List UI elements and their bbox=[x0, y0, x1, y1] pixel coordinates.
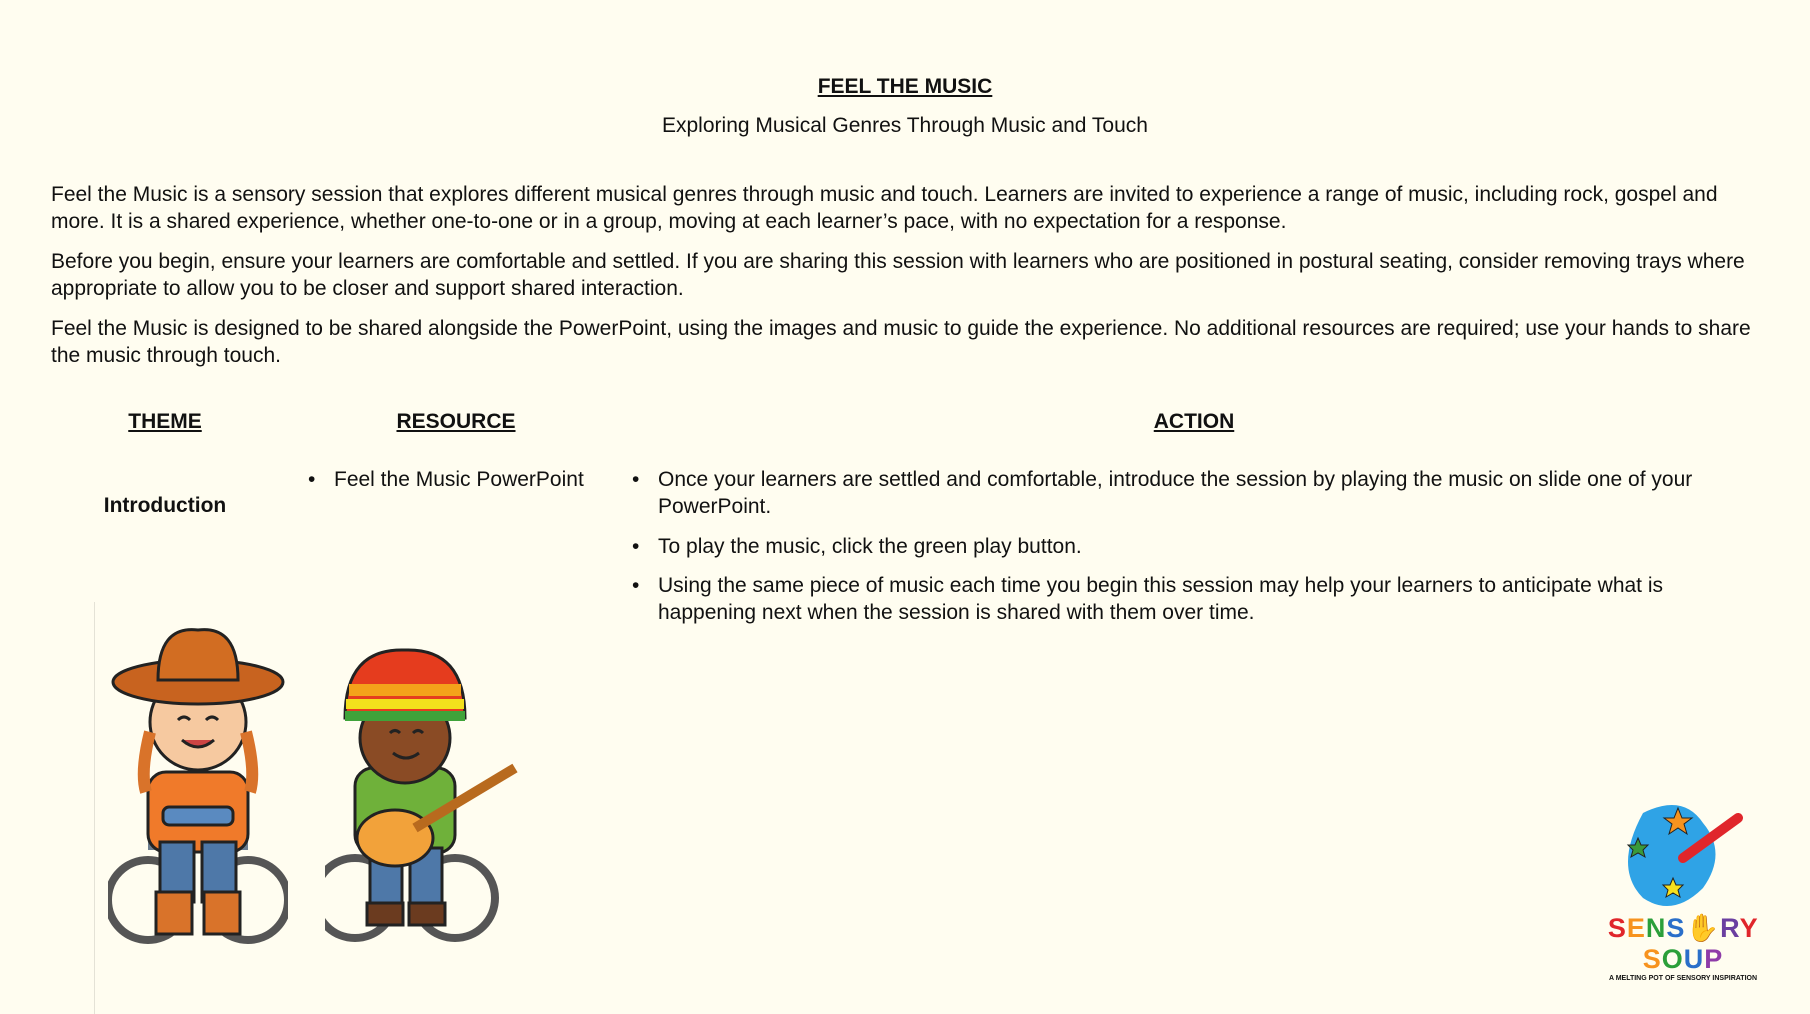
sensory-soup-logo bbox=[1588, 798, 1778, 982]
theme-header: THEME bbox=[128, 410, 202, 433]
logo-name: SENS✋RY SOUP bbox=[1607, 913, 1759, 974]
page-title: FEEL THE MUSIC bbox=[817, 75, 993, 98]
resource-header: RESOURCE bbox=[396, 410, 516, 433]
action-text: Using the same piece of music each time you begin this session may help your learners to anticipate what is happening next when the session is shared with them over time. bbox=[658, 574, 1664, 624]
action-item bbox=[632, 572, 1752, 626]
bullet: • bbox=[632, 535, 640, 558]
bullet: • bbox=[632, 468, 640, 491]
intro-paragraph: Feel the Music is a sensory session that explores different musical genres through music and touch. Learners are invited to experience a range of music, including rock, gospel and more. It is a shared experience, whether one-to-one or in a group, moving at each learner’s pace, with no expectation for a response. bbox=[51, 183, 1718, 233]
divider-line bbox=[94, 602, 95, 1014]
bullet: • bbox=[308, 468, 316, 491]
soup-bowl-icon bbox=[1588, 798, 1778, 913]
cowgirl-wheelchair-illustration bbox=[108, 622, 288, 952]
action-header: ACTION bbox=[1153, 410, 1235, 433]
setup-paragraph: Before you begin, ensure your learners are comfortable and settled. If you are sharing this session with learners who are positioned in postural seating, consider removing trays where appropriate to allow you to be closer and support shared interaction. bbox=[51, 250, 1745, 300]
guitarist-wheelchair-illustration bbox=[325, 648, 525, 953]
resources-paragraph: Feel the Music is designed to be shared alongside the PowerPoint, using the images and music to guide the experience. No additional resources are required; use your hands to share the music through touch. bbox=[51, 317, 1751, 367]
action-text: Once your learners are settled and comfortable, introduce the session by playing the music on slide one of your PowerPoint. bbox=[658, 468, 1693, 518]
bullet: • bbox=[632, 574, 640, 597]
action-item bbox=[632, 466, 1752, 520]
logo-tagline: A MELTING POT OF SENSORY INSPIRATION bbox=[1608, 975, 1758, 982]
page-subtitle: Exploring Musical Genres Through Music and Touch bbox=[662, 114, 1148, 137]
theme-introduction: Introduction bbox=[103, 494, 227, 517]
action-text: To play the music, click the green play button. bbox=[658, 535, 1082, 558]
resource-text: Feel the Music PowerPoint bbox=[334, 468, 584, 491]
action-item bbox=[632, 533, 1752, 560]
